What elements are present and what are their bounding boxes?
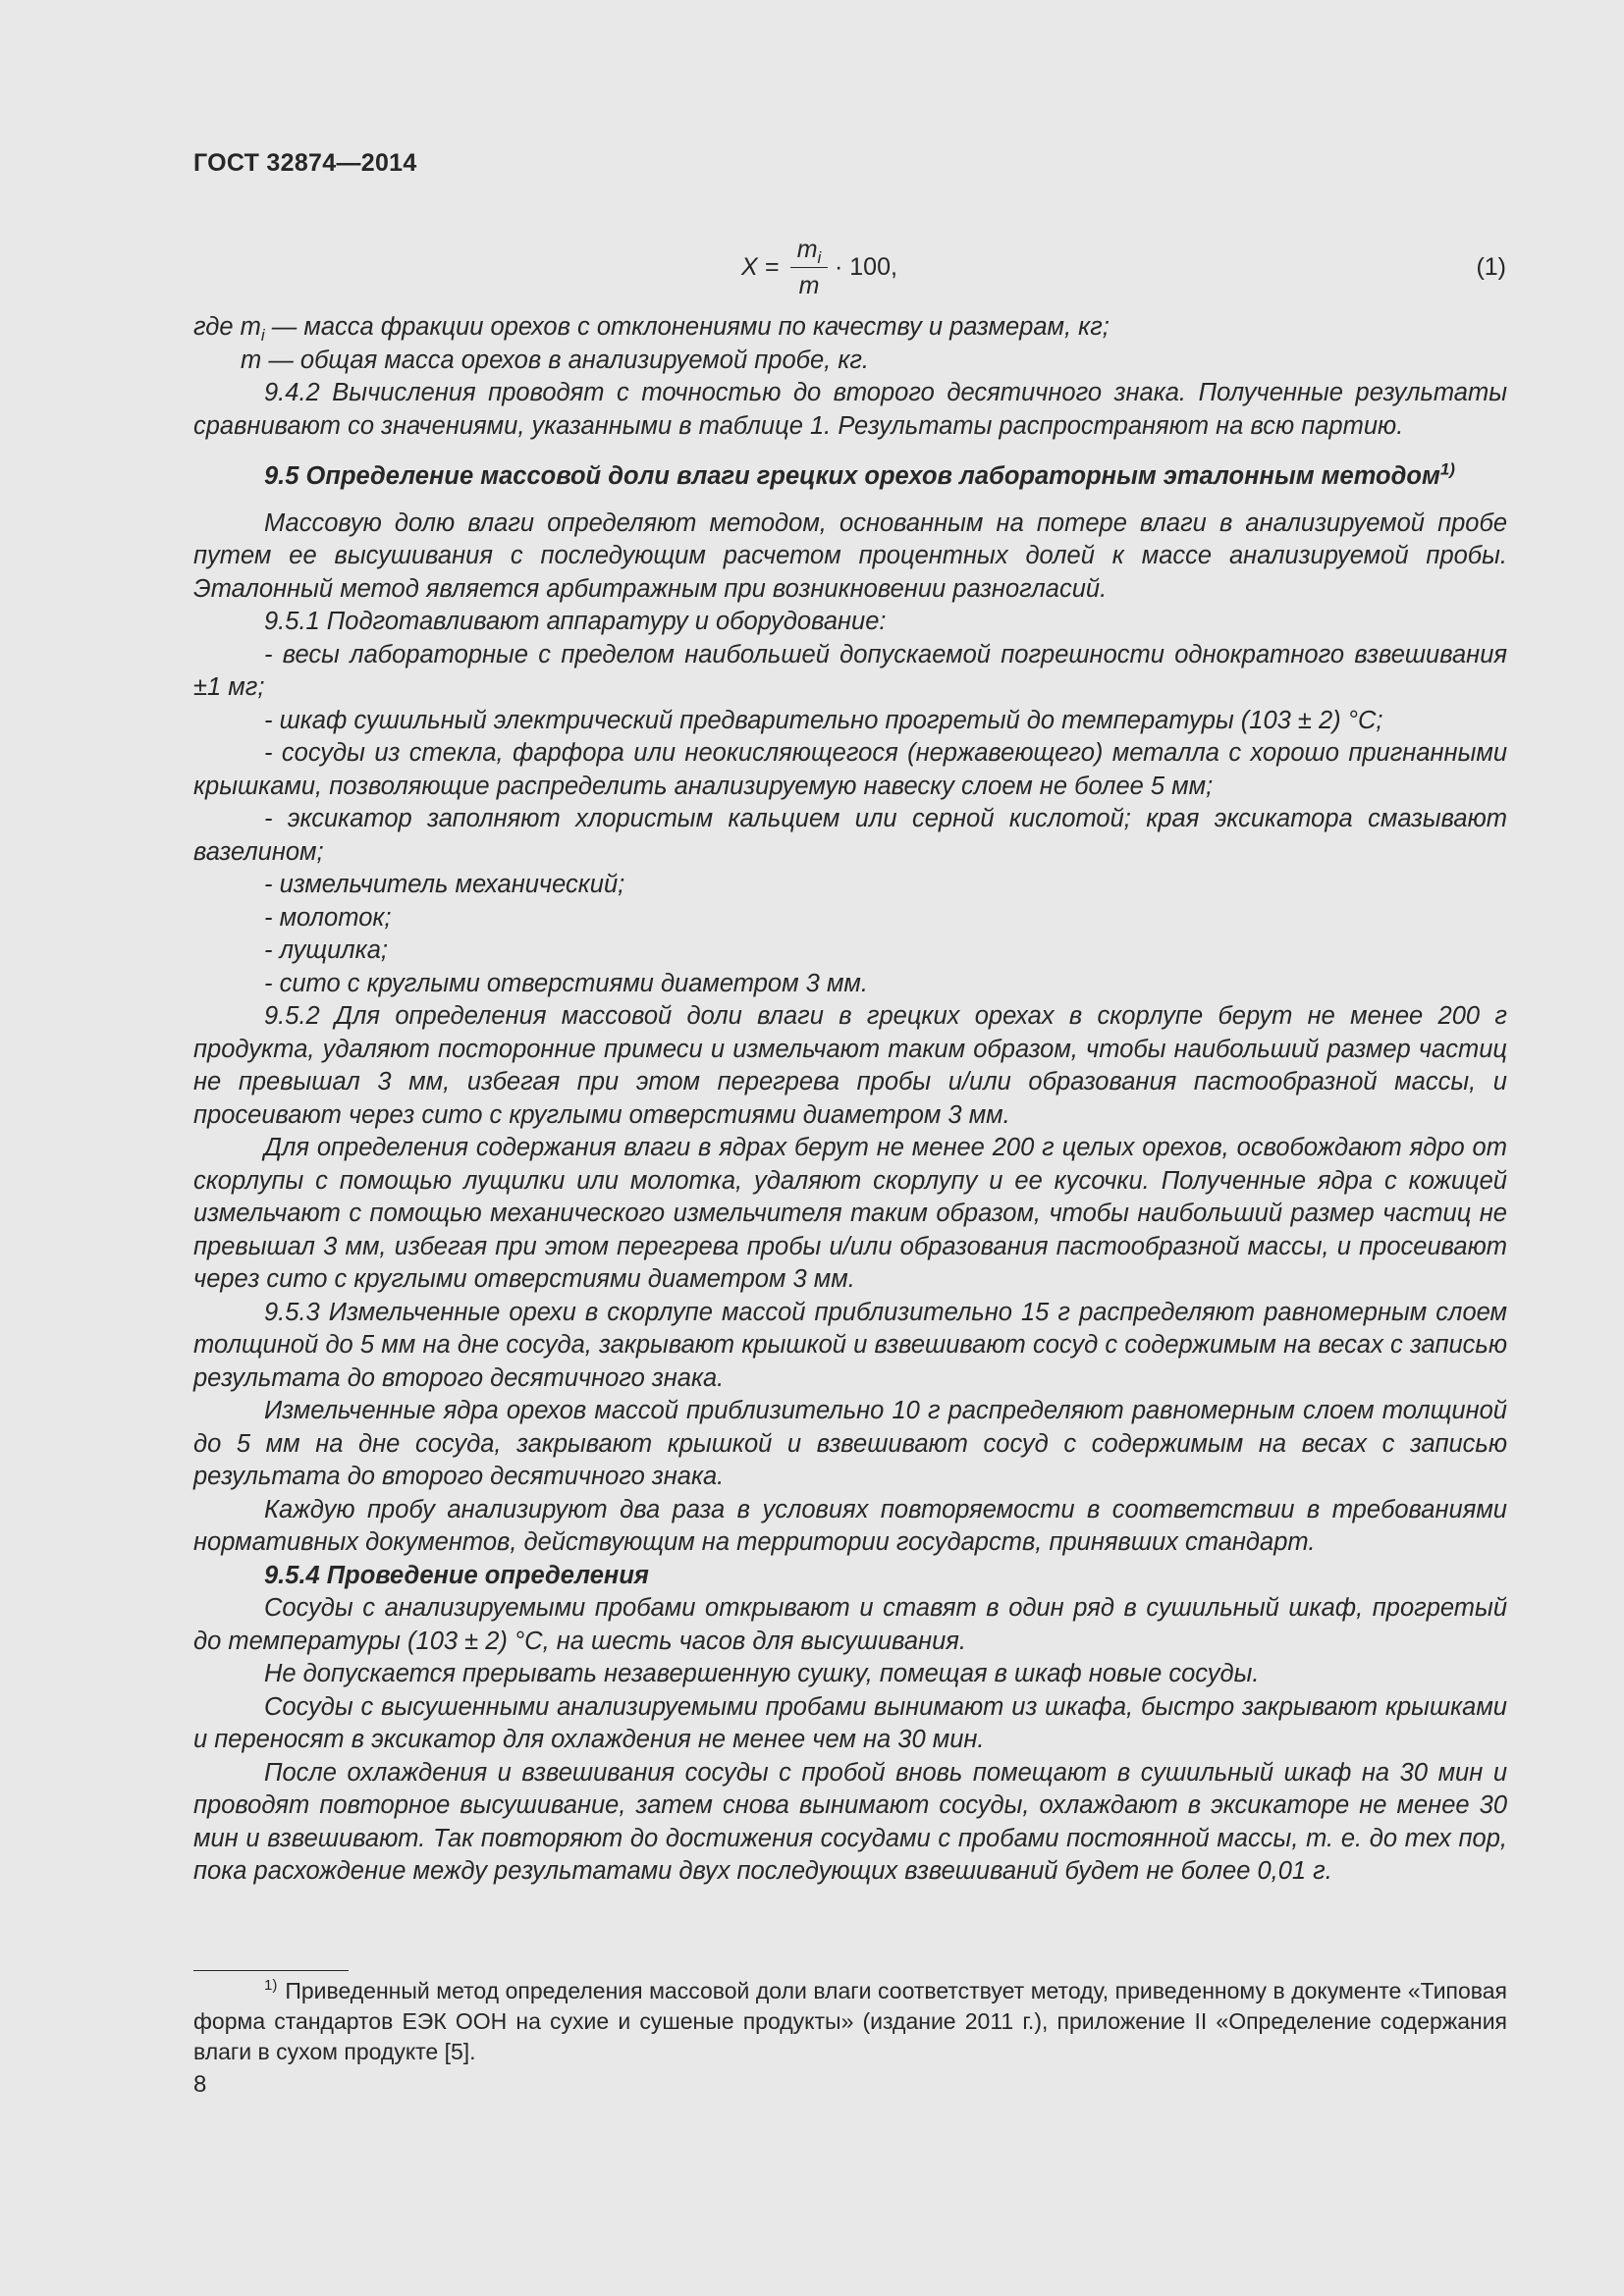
- definition-m: m — общая масса орехов в анализируемой пробе, кг.: [241, 346, 870, 374]
- paragraph-9-5-4-b: Не допускается прерывать незавершенную сушку, помещая в шкаф новые сосуды.: [264, 1660, 1260, 1687]
- formula-denominator: m: [798, 272, 820, 299]
- paragraph-9-5-4-c: Сосуды с высушенными анализируемыми пробами вынимают из шкафа, быстро закрывают крышками и переносят в эксикатор для охлаждения не менее чем на 30 мин.: [193, 1692, 1507, 1753]
- list-item: - лущилка;: [264, 936, 388, 964]
- footnote: [193, 1976, 1507, 2067]
- paragraph-9-5-3: 9.5.3 Измельченные орехи в скорлупе массой приблизительно 15 г распределяют равномерным слоем толщиной до 5 мм на дне сосуда, закрывают крышкой и взвешивают сосуд с содержимым на весах с записью результата до второго десятичного знака.: [193, 1298, 1507, 1392]
- paragraph-9-4-2: 9.4.2 Вычисления проводят с точностью до второго десятичного знака. Полученные результаты сравнивают со значениями, указанными в таблице 1. Результаты распространяют на всю партию.: [193, 379, 1507, 440]
- definition-mi: где $m_i$ — масса фракции орехов с отклонениями по качеству и размерам, кг;: [193, 313, 1110, 346]
- list-item: - сосуды из стекла, фарфора или неокисляющегося (нержавеющего) металла с хорошо пригнанными крышками, позволяющие распределить анализируемую навеску слоем не более 5 мм;: [193, 739, 1507, 800]
- footnote-divider: [193, 1970, 349, 1971]
- list-item: - сито с круглыми отверстиями диаметром 3 мм.: [264, 969, 868, 997]
- formula-fraction: [790, 234, 828, 301]
- paragraph-9-5-2: 9.5.2 Для определения массовой доли влаги в грецких орехах в скорлупе берут не менее 200 г продукта, удаляют посторонние примеси и измельчают таким образом, чтобы наибольший размер частиц не превышал 3 мм, избегая при этом перегрева пробы и/или образования пастообразной массы, и просеивают через сито с круглыми отверстиями диаметром 3 мм.: [193, 1002, 1507, 1129]
- paragraph-9-5-intro: Массовую долю влаги определяют методом, основанным на потере влаги в анализируемой пробе путем ее высушивания с последующим расчетом процентных долей к массе анализируемой пробы. Эталонный метод является арбитражным при возникновении разногласий.: [193, 508, 1507, 603]
- formula-lhs: X =: [741, 253, 780, 281]
- formula-1: [0, 234, 1624, 312]
- paragraph-9-5-4-d: После охлаждения и взвешивания сосуды с пробой вновь помещают в сушильный шкаф на 30 мин и проводят повторное высушивание, затем снова вынимают сосуды, охлаждают в эксикаторе не менее 30 мин и взвешивают. Так повторяют до достижения сосудами с пробами постоянной массы, т. е. до тех пор, пока расхождение между результатами двух последующих взвешиваний будет не более 0,01 г.: [193, 1758, 1507, 1885]
- footnote-mark: 1): [264, 1977, 278, 1995]
- list-item: - эксикатор заполняют хлористым кальцием или серной кислотой; края эксикатора смазывают вазелином;: [193, 805, 1507, 866]
- document-body: [193, 311, 1507, 1889]
- list-item: - измельчитель механический;: [264, 871, 625, 898]
- formula-numerator: $m_i$: [796, 236, 822, 267]
- page-number: 8: [193, 2071, 207, 2098]
- paragraph-9-5-2-kernels: Для определения содержания влаги в ядрах берут не менее 200 г целых орехов, освобождают ядро от скорлупы с помощью лущилки или молотка, удаляют скорлупу и ее кусочки. Полученные ядра с кожицей измельчают с помощью механического измельчителя таким образом, чтобы наибольший размер частиц не превышал 3 мм, избегая при этом перегрева пробы и/или образования пастообразной массы, и просеивают через сито с круглыми отверстиями диаметром 3 мм.: [193, 1134, 1507, 1293]
- formula-number: (1): [1476, 253, 1506, 281]
- paragraph-9-5-4-a: Сосуды с анализируемыми пробами открывают и ставят в один ряд в сушильный шкаф, прогретый до температуры (103 ± 2) °С, на шесть часов для высушивания.: [193, 1594, 1507, 1655]
- footnote-text: Приведенный метод определения массовой доли влаги соответствует методу, приведенному в документе «Типовая форма стандартов ЕЭК ООН на сухие и сушеные продукты» (издание 2011 г.), приложение II «Определение содержания влаги в сухом продукте [5].: [193, 1978, 1507, 2064]
- paragraph-9-5-3-kernels: Измельченные ядра орехов массой приблизительно 10 г распределяют равномерным слоем толщиной до 5 мм на дне сосуда, закрывают крышкой и взвешивают сосуд с содержимым на весах с записью результата до второго десятичного знака.: [193, 1397, 1507, 1490]
- paragraph-9-5-3-repeat: Каждую пробу анализируют два раза в условиях повторяемости в соответствии в требованиями нормативных документов, действующим на территории государств, принявших стандарт.: [193, 1495, 1507, 1556]
- section-heading-9-5-4: 9.5.4 Проведение определения: [264, 1561, 649, 1589]
- standard-header: ГОСТ 32874—2014: [193, 149, 417, 177]
- list-item: - весы лабораторные с пределом наибольшей допускаемой погрешности однократного взвешивания ±1 мг;: [193, 640, 1507, 701]
- section-heading-9-5: 9.5 Определение массовой доли влаги грецких орехов лабораторным эталонным методом$^{1)}$: [264, 459, 1455, 490]
- list-item: - молоток;: [264, 903, 392, 932]
- formula-tail: · 100,: [835, 253, 897, 281]
- list-item: - шкаф сушильный электрический предварительно прогретый до температуры (103 ± 2) °С;: [264, 706, 1383, 734]
- paragraph-9-5-1: 9.5.1 Подготавливают аппаратуру и оборудование:: [264, 608, 887, 635]
- fraction-bar: [790, 267, 828, 268]
